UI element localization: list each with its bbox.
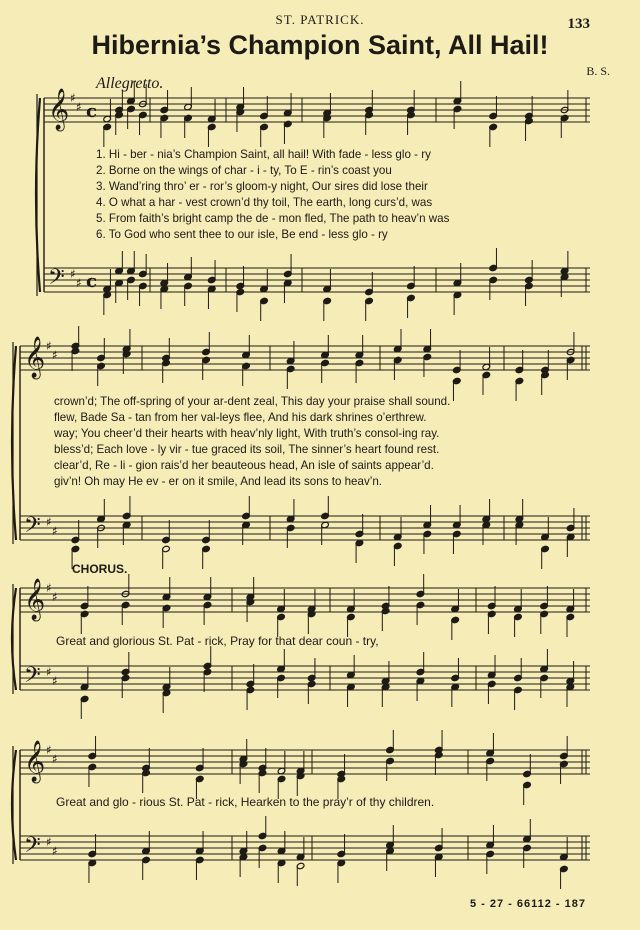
tune-name: ST. PATRICK.: [275, 12, 365, 27]
chorus-lyric-2: Great and glo - rious St. Pat - rick, Hearken to the pray’r of thy children.: [56, 795, 435, 809]
treble-clef: 𝄞: [24, 579, 46, 620]
sharp-sign: ♯: [46, 581, 52, 595]
author-initials: B. S.: [586, 64, 610, 78]
verse-2-continued: flew, Bade Sa - tan from her val-leys flee, And his dark shrines o’erthrew.: [54, 411, 427, 424]
verse-4-continued: bless’d; Each love - ly vir - tue graced its soil, The sinner’s heart found rest.: [54, 443, 440, 456]
common-time: c: [86, 101, 97, 122]
sharp-sign: ♯: [76, 100, 82, 114]
sharp-sign: ♯: [70, 91, 76, 105]
sharp-sign: ♯: [52, 590, 58, 604]
treble-clef: 𝄞: [24, 741, 46, 782]
bass-clef: 𝄢: [24, 663, 41, 693]
tempo-marking: Allegretto.: [96, 75, 164, 92]
bass-clef: 𝄢: [48, 265, 65, 295]
sharp-sign: ♯: [46, 339, 52, 353]
sharp-sign: ♯: [52, 674, 58, 688]
hymn-title: Hibernia’s Champion Saint, All Hail!: [91, 30, 549, 60]
verse-6-continued: giv’n! Oh may He ev - er on it smile, And lead its sons to heav’n.: [54, 475, 382, 488]
chorus-lyric-1: Great and glorious St. Pat - rick, Pray for that dear coun - try,: [56, 634, 379, 648]
verse-3: 3. Wand’ring thro’ er - ror’s gloom-y night, Our sires did lose their: [96, 180, 428, 193]
bass-clef: 𝄢: [24, 513, 41, 543]
bass-clef: 𝄢: [24, 833, 41, 863]
sharp-sign: ♯: [52, 752, 58, 766]
sharp-sign: ♯: [46, 515, 52, 529]
treble-clef: 𝄞: [24, 337, 46, 378]
sharp-sign: ♯: [52, 524, 58, 538]
plate-number: 5 - 27 - 66112 - 187: [469, 898, 586, 910]
chorus-label: CHORUS.: [72, 562, 128, 576]
sharp-sign: ♯: [76, 276, 82, 290]
verse-4: 4. O what a har - vest crown’d thy toil, The earth, long curs’d, was: [96, 196, 433, 209]
sharp-sign: ♯: [70, 267, 76, 281]
sharp-sign: ♯: [46, 743, 52, 757]
verse-1-continued: crown’d; The off-spring of your ar-dent zeal, This day your praise shall sound.: [54, 395, 451, 408]
sharp-sign: ♯: [52, 348, 58, 362]
sharp-sign: ♯: [52, 844, 58, 858]
verse-2: 2. Borne on the wings of char - i - ty, To E - rin’s coast you: [96, 164, 392, 177]
sharp-sign: ♯: [46, 665, 52, 679]
verse-1: 1. Hi - ber - nia’s Champion Saint, all hail! With fade - less glo - ry: [96, 148, 431, 161]
verse-3-continued: way; You cheer’d their hearts with heav’nly light, With truth’s consol-ing ray.: [54, 427, 440, 440]
treble-clef: 𝄞: [48, 89, 70, 130]
common-time: c: [86, 271, 97, 292]
verse-6: 6. To God who sent thee to our isle, Be end - less glo - ry: [96, 228, 388, 241]
verse-5-continued: clear’d, Re - li - gion rais’d her beauteous head, An isle of saints appear’d.: [54, 459, 434, 472]
verse-5: 5. From faith’s bright camp the de - mon fled, The path to heav’n was: [96, 212, 450, 225]
sharp-sign: ♯: [46, 835, 52, 849]
page-number: 133: [567, 16, 590, 32]
